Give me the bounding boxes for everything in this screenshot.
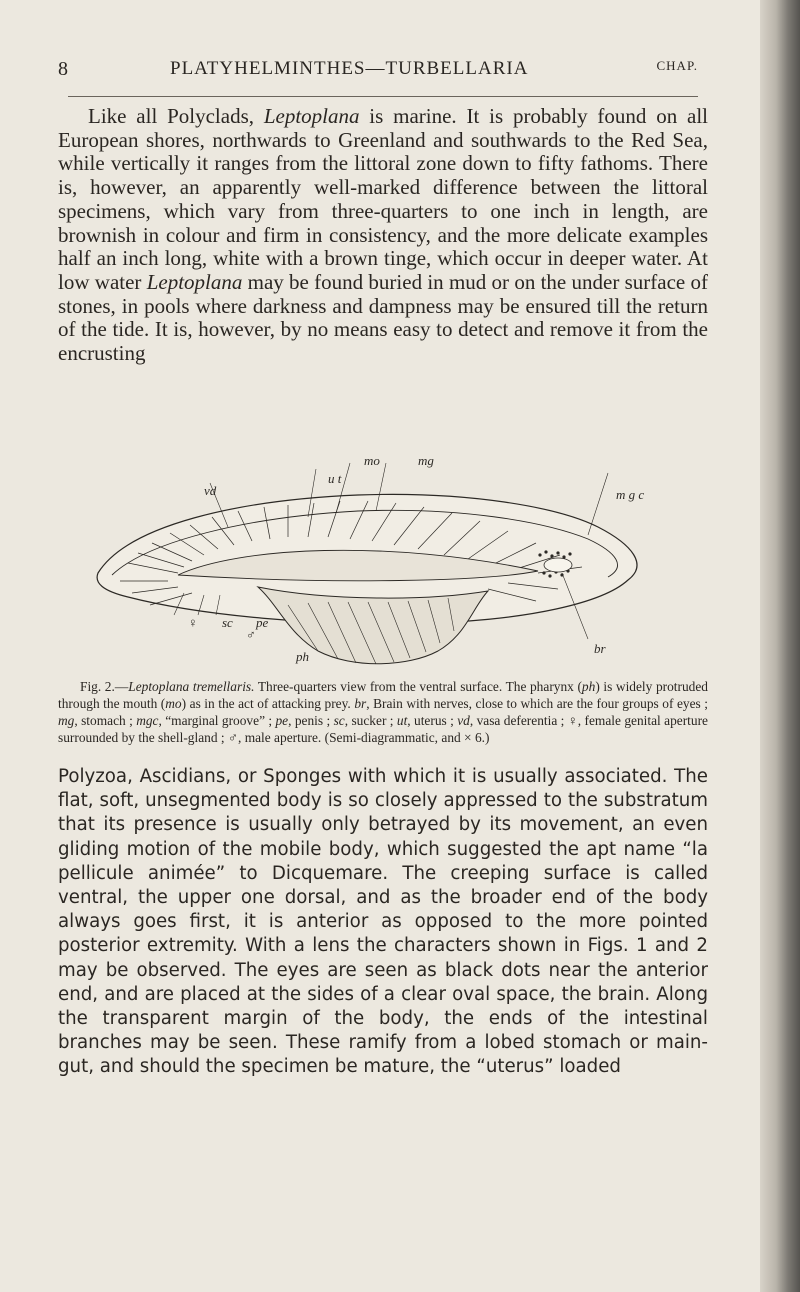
label-ph: ph bbox=[296, 649, 309, 664]
brain bbox=[544, 558, 572, 572]
para1-genus-1: Leptoplana bbox=[263, 104, 360, 128]
caption-abbr-sc: sc bbox=[333, 713, 345, 728]
label-pe: pe bbox=[256, 615, 269, 630]
para1-text-b: is marine. It is probably found on all European shores, northwards to Greenland and southwards to the Red Sea, while vertically it ranges from the littoral zone down to fifty fathoms. There is, however, an apparently well-marked difference between the littoral specimens, which vary from three-quarters to one inch in length, are brownish in colour and firm in consistency, and the more delicate examples half an inch long, white with a brown tinge, which occur in deeper water. At low water bbox=[58, 104, 709, 294]
para1-genus-2: Leptoplana bbox=[146, 269, 243, 294]
caption-abbr-ph: ph bbox=[581, 679, 596, 694]
page-edge-shadow bbox=[760, 0, 800, 1292]
caption-abbr-mo: mo bbox=[165, 696, 182, 711]
caption-abbr-mg: mg bbox=[58, 713, 75, 728]
label-vd: vd bbox=[204, 483, 217, 498]
pharynx bbox=[258, 587, 488, 664]
para1-text-c: may be found buried in mud or on the under surface of stones, in pools where darkness and dampness may be ensured till the return of the tide. It is, however, by no means easy to detect and remove it from the encrusting bbox=[58, 269, 708, 366]
caption-dash: — bbox=[114, 679, 129, 694]
caption-abbr-mgc: mgc bbox=[136, 713, 159, 728]
label-ut: u t bbox=[328, 471, 342, 486]
label-mg: mg bbox=[418, 455, 434, 468]
paragraph-2: Polyzoa, Ascidians, or Sponges with which it is usually associated. The flat, soft, unsegmented body is so closely appressed to the substratum that its presence is usually only betrayed by its movement, an even gliding motion of the mobile body, which suggested the apt name “la pellicule animée” to Dicquemare. The creeping surface is called ventral, the upper one dorsal, and as the broader end of the body always goes first, it is anterior as opposed to the more pointed posterior extremity. With a lens the characters shown in Figs. 1 and 2 may be observed. The eyes are seen as black dots near the anterior end, and are placed at the sides of a clear oval space, the brain. Along the transparent margin of the body, the ends of the intestinal branches may be seen. These ramify from a lobed stomach or main-gut, and should the specimen be mature, the “uterus” loaded bbox=[58, 766, 708, 1078]
figure-leptoplana-illustration bbox=[88, 455, 698, 673]
paragraph-1 bbox=[58, 105, 708, 366]
header-rule bbox=[68, 96, 698, 97]
running-title: PLATYHELMINTHES—TURBELLARIA bbox=[170, 58, 529, 79]
figure-caption bbox=[58, 678, 708, 746]
caption-text-3: ) as in the act of attacking prey. bbox=[181, 696, 355, 711]
label-male: ♂ bbox=[246, 627, 256, 642]
caption-text-4: , Brain with nerves, close to which are the four groups of eyes ; bbox=[366, 696, 708, 711]
caption-fig-number: Fig. 2. bbox=[80, 679, 115, 694]
label-mgc: m g c bbox=[616, 487, 645, 502]
label-sc: sc bbox=[222, 615, 233, 630]
caption-abbr-ut: ut bbox=[396, 713, 408, 728]
caption-text-2: ) is widely protruded through the mouth ( bbox=[58, 679, 708, 711]
caption-species-name: Leptoplana tremellaris. bbox=[128, 679, 255, 694]
running-header bbox=[58, 52, 698, 80]
caption-text-6: , “marginal groove” ; bbox=[158, 713, 276, 728]
caption-text-5: , stomach ; bbox=[74, 713, 137, 728]
caption-text-9: , uterus ; bbox=[407, 713, 458, 728]
para1-text-a: Like all Polyclads, bbox=[88, 104, 264, 128]
label-mo: mo bbox=[364, 455, 380, 468]
page-number: 8 bbox=[58, 58, 69, 80]
caption-text-7: , penis ; bbox=[288, 713, 334, 728]
caption-text-8: , sucker ; bbox=[344, 713, 397, 728]
caption-abbr-br: br bbox=[354, 696, 367, 711]
label-br: br bbox=[594, 641, 606, 656]
caption-abbr-pe: pe bbox=[275, 713, 289, 728]
caption-text-10: , vasa deferentia ; ♀, female genital aperture surrounded by the shell-gland ; ♂, male aperture. (Semi-diagrammatic, and × 6.) bbox=[58, 713, 708, 745]
caption-abbr-vd: vd bbox=[457, 713, 470, 728]
chapter-marker: CHAP. bbox=[656, 58, 698, 73]
label-female: ♀ bbox=[188, 615, 198, 630]
caption-text-1: Three-quarters view from the ventral surface. The pharynx ( bbox=[254, 679, 582, 694]
